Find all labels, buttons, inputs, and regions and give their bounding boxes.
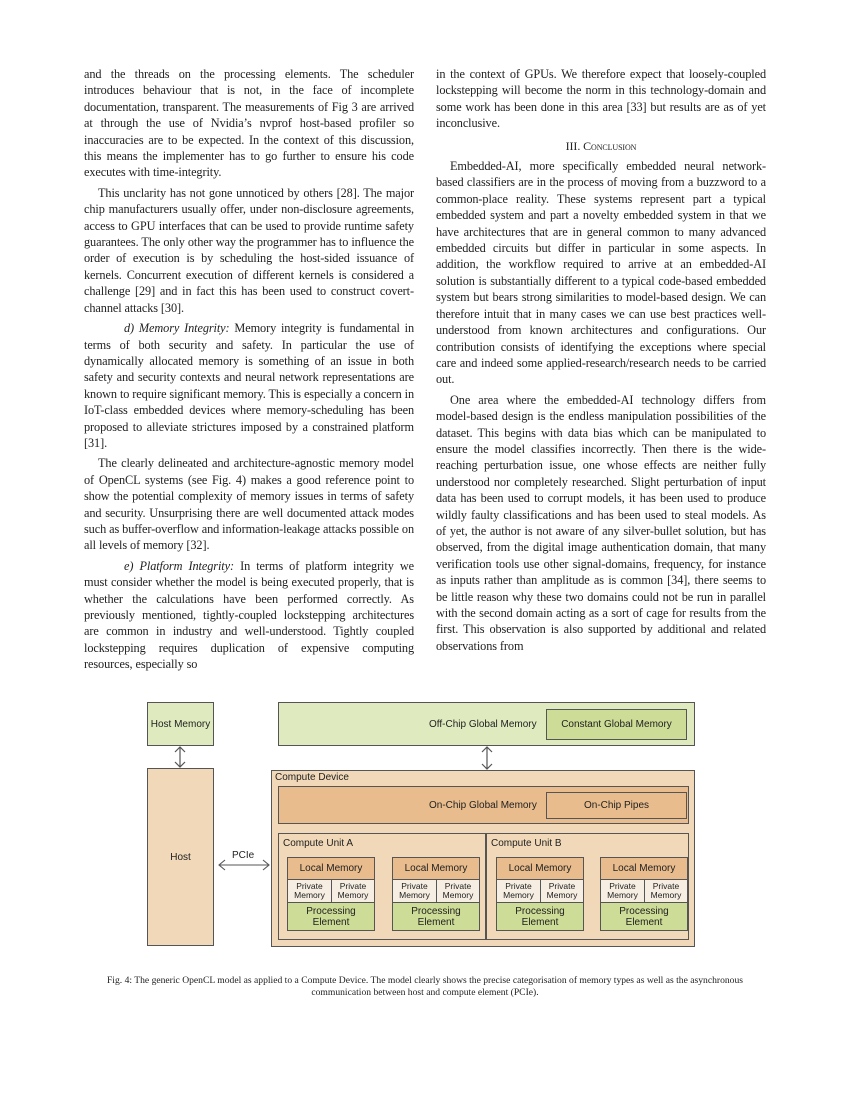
private-memory-box: Private Memory [496, 879, 541, 903]
local-memory-box: Local Memory [600, 857, 688, 880]
off-chip-label: Off-Chip Global Memory [429, 718, 537, 730]
processing-element-box: Processing Element [287, 902, 375, 931]
subsection-heading: e) Platform Integrity: [124, 558, 234, 573]
section-title: Conclusion [583, 138, 637, 153]
private-memory-box: Private Memory [436, 879, 480, 903]
local-memory-box: Local Memory [287, 857, 375, 880]
processing-element-box: Processing Element [392, 902, 480, 931]
subsection-heading: d) Memory Integrity: [124, 321, 230, 336]
section-number: III. [565, 138, 581, 153]
paragraph-text: Memory integrity is fundamental in terms of both security and safety. In particular the use of dynamically allocated memory is something of an issue in both safety and security contexts and neural network representations are known to require significant memory. This is especially a concern in IoT-class embedded devices where memory-scheduling has been proposed to alleviate strictures imposed by a constrained platform [31]. [84, 321, 414, 450]
private-memory-box: Private Memory [331, 879, 375, 903]
private-memory-box: Private Memory [644, 879, 688, 903]
bidirectional-arrow-icon [172, 746, 188, 768]
figure-caption: Fig. 4: The generic OpenCL model as applied to a Compute Device. The model clearly shows the precise categorisation of memory types as well as the asynchronous communication between host and compute element (PCIe). [106, 975, 744, 998]
paragraph [84, 558, 414, 673]
constant-global-memory-box: Constant Global Memory [546, 709, 687, 740]
bidirectional-arrow-icon [479, 746, 495, 770]
paragraph [84, 320, 414, 451]
processing-element-box: Processing Element [496, 902, 584, 931]
paragraph: and the threads on the processing elements. The scheduler introduces behaviour that is not, in the face of incomplete documentation, transparent. The measurements of Fig 3 are arrived at through the use of Nvidia’s nvprof host-based profiler so inaccuracies are to be expected. In the context of this discussion, this means the implementer has to go further to ensure his code executes with time-integrity. [84, 67, 414, 180]
private-memory-box: Private Memory [392, 879, 437, 903]
right-column [436, 66, 766, 654]
local-memory-box: Local Memory [392, 857, 480, 880]
host-box: Host [147, 768, 214, 946]
processing-element-box: Processing Element [600, 902, 688, 931]
paragraph: One area where the embedded-AI technology differs from model-based design is the endless manipulation possibilities of the dataset. This begins with data bias which can be manipulated to ensure the model classifies incorrectly. Then there is the wide-reaching perturbation issue, one whose effects are neither fully understood nor completely researched. Slight perturbation of input data has been used to corrupt models, it has been used to produce wildly faulty classifications and has been used to steal models. As of yet, the author is not aware of any silver-bullet solution, but has observed, from the digital image authentication domain, that many verification tools use other signal-domains, frequency, for instance as inputs rather than amplitude as is common [34], there seems to be little reason why these two domains could not be run in parallel with the second domain acting as a sort of cage for results from the first. This observation is also supported by additional and related observations from [436, 392, 766, 653]
compute-device-label: Compute Device [275, 772, 349, 783]
paragraph: in the context of GPUs. We therefore expect that loosely-coupled lockstepping will become the norm in this technology-domain and some work has been done in this area [33] but results are as of yet inconclusive. [436, 67, 766, 131]
paragraph: Embedded-AI, more specifically embedded neural network-based classifiers are in the process of moving from a buzzword to a common-place reality. These systems represent part a typical embedded system and part a novelty embedded system in that we have architectures that are in general common to many advanced embedded circuits but differ in particular in some aspects. In addition, the workflow required to arrive at an embedded-AI solution is substantially different to a typical code-based embedded system but bears strong similarities to model-based design. We can therefore intuit that in many cases we can use best practices well-understood from known architectures and configurations. Our contribution consists of identifying the exceptions where special care and indeed some applied-research/research needs to be carried out. [436, 159, 766, 387]
paragraph-text: In terms of platform integrity we must consider whether the model is being executed properly, that is whether the calculations have been performed correctly. As previously mentioned, tightly-coupled lockstepping architectures are common in industry and well-understood. Tightly coupled lockstepping requires duplication of expensive computing resources, especially so [84, 558, 414, 672]
on-chip-label: On-Chip Global Memory [429, 799, 537, 811]
host-memory-box: Host Memory [147, 702, 214, 746]
private-memory-box: Private Memory [287, 879, 332, 903]
left-column [84, 66, 414, 673]
private-memory-box: Private Memory [540, 879, 584, 903]
local-memory-box: Local Memory [496, 857, 584, 880]
compute-unit-label: Compute Unit B [491, 838, 562, 849]
pcie-label: PCIe [232, 850, 255, 861]
section-heading [436, 138, 766, 154]
private-memory-box: Private Memory [600, 879, 645, 903]
paragraph: This unclarity has not gone unnoticed by others [28]. The major chip manufacturers usually offer, under non-disclosure agreements, access to GPU interfaces that can be used to provide runtime safety guarantees. The only other way the programmer has to influence the order of execution is by scheduling the host-sided issuance of kernels. Concurrent execution of different kernels is considered a challenge [29] and in fact this has been used to construct covert-channel attacks [30]. [84, 185, 414, 315]
compute-unit-label: Compute Unit A [283, 838, 354, 849]
on-chip-pipes-box: On-Chip Pipes [546, 792, 687, 819]
paragraph: The clearly delineated and architecture-agnostic memory model of OpenCL systems (see Fig. 4) makes a good reference point to show the potential complexity of memory issues in terms of safety and security. Unsurprising there are well documented attack modes such as buffer-overflow and information-leakage attacks possible on all levels of memory [32]. [84, 456, 414, 553]
